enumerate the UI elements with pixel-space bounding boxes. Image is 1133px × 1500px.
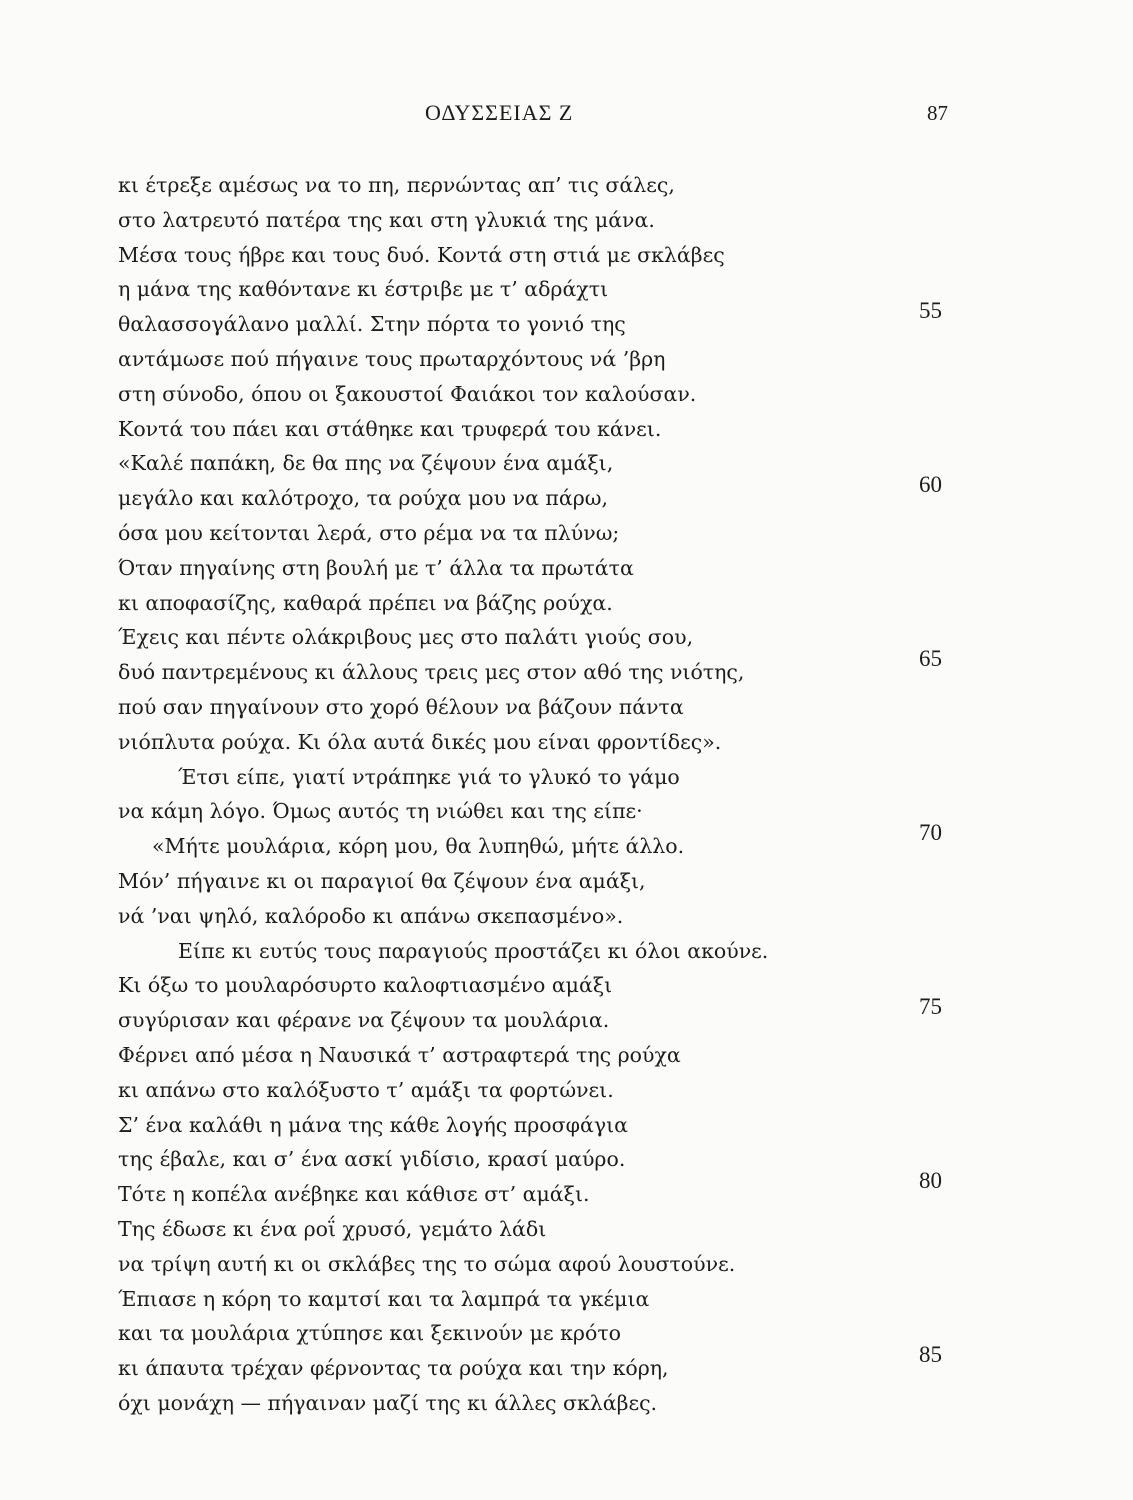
verse-text: να κάμη λόγο. Όμως αυτός τη νιώθει και της είπε·	[118, 799, 643, 824]
verse-text: Έτσι είπε, γιατί ντράπηκε γιά το γλυκό το γάμο	[178, 764, 680, 789]
verse-line	[118, 620, 1018, 655]
verse-text: «Μήτε μουλάρια, κόρη μου, θα λυπηθώ, μήτε άλλο.	[152, 834, 685, 859]
verse-text: κι έτρεξε αμέσως να το πη, περνώντας απ’ τις σάλες,	[118, 173, 675, 197]
verse-text: Τότε η κοπέλα ανέβηκε και κάθισε στ’ αμάξι.	[118, 1182, 590, 1207]
verse-line	[118, 168, 1018, 203]
verse-text: Μόν’ πήγαινε κι οι παραγιοί θα ζέψουν ένα αμάξι,	[118, 868, 646, 893]
verse-line	[118, 272, 1018, 307]
verse-line	[118, 1073, 1018, 1108]
verse-text: κι απάνω στο καλόξυστο τ’ αμάξι τα φορτώνει.	[118, 1077, 614, 1102]
verse-line	[118, 899, 1018, 934]
verse-line	[118, 377, 1018, 412]
verse-line	[118, 516, 1018, 551]
verse-text: πού σαν πηγαίνουν στο χορό θέλουν να βάζουν πάντα	[118, 694, 684, 719]
verse-text: να τρίψη αυτή κι οι σκλάβες της το σώμα αφού λουστούνε.	[118, 1251, 736, 1276]
verse-text: κι αποφασίζης, καθαρά πρέπει να βάζης ρούχα.	[118, 590, 613, 615]
verse-text: δυό παντρεμένους κι άλλους τρεις μες στον αθό της νιότης,	[118, 660, 745, 685]
verse-text: θαλασσογάλανο μαλλί. Στην πόρτα το γονιό της	[118, 312, 626, 337]
chapter-title: ΟΔΥΣΣΕΙΑΣ Ζ	[425, 100, 574, 125]
verse-text: Είπε κι ευτύς τους παραγιούς προστάζει κι όλοι ακούνε.	[178, 938, 769, 963]
verse-line	[118, 690, 1018, 725]
verse-block	[118, 168, 1018, 1421]
line-number: 70	[919, 820, 942, 846]
verse-text: αντάμωσε πού πήγαινε τους πρωταρχόντους νά ’βρη	[118, 346, 666, 371]
verse-text: συγύρισαν και φέρανε να ζέψουν τα μουλάρια.	[118, 1008, 610, 1033]
verse-text: Φέρνει από μέσα η Ναυσικά τ’ αστραφτερά της ρούχα	[118, 1042, 681, 1067]
verse-line	[118, 994, 1018, 1038]
page-number: 87	[927, 101, 948, 125]
verse-line	[118, 760, 1018, 795]
verse-text: όχι μονάχη — πήγαιναν μαζί της κι άλλες σκλάβες.	[118, 1390, 658, 1415]
verse-line	[118, 298, 1018, 342]
line-number: 65	[919, 646, 942, 672]
line-number: 60	[919, 472, 942, 498]
verse-line	[118, 968, 1018, 1003]
verse-line	[118, 446, 1018, 481]
verse-text: Έχεις και πέντε ολάκριβους μες στο παλάτι γιούς σου,	[118, 625, 694, 650]
verse-line	[118, 1282, 1018, 1317]
verse-line	[118, 1212, 1018, 1247]
verse-line	[118, 238, 1018, 273]
verse-line	[118, 203, 1018, 238]
verse-line	[118, 1038, 1018, 1073]
verse-text: και τα μουλάρια χτύπησε και ξεκινούν με κρότο	[118, 1321, 622, 1346]
verse-text: νιόπλυτα ρούχα. Κι όλα αυτά δικές μου είναι φροντίδες».	[118, 729, 722, 754]
verse-line	[118, 646, 1018, 690]
verse-line	[118, 472, 1018, 516]
verse-line	[118, 551, 1018, 586]
verse-line	[118, 864, 1018, 899]
verse-text: όσα μου κείτονται λερά, στο ρέμα να τα πλύνω;	[118, 520, 620, 545]
verse-text: Έπιασε η κόρη το καμτσί και τα λαμπρά τα γκέμια	[118, 1286, 650, 1311]
verse-line	[118, 1316, 1018, 1351]
line-number: 75	[919, 994, 942, 1020]
verse-text: Σ’ ένα καλάθι η μάνα της κάθε λογής προσφάγια	[118, 1112, 628, 1137]
verse-text: Κοντά του πάει και στάθηκε και τρυφερά του κάνει.	[118, 416, 662, 441]
verse-line	[118, 1342, 1018, 1386]
verse-line	[118, 412, 1018, 447]
running-head	[0, 98, 1133, 128]
verse-line	[118, 342, 1018, 377]
line-number: 55	[919, 298, 942, 324]
verse-text: Κι όξω το μουλαρόσυρτο καλοφτιασμένο αμάξι	[118, 973, 613, 998]
verse-line	[118, 1108, 1018, 1143]
verse-text: μεγάλο και καλότροχο, τα ρούχα μου να πάρω,	[118, 486, 609, 511]
verse-line	[118, 794, 1018, 829]
verse-text: Της έδωσε κι ένα ροΐ χρυσό, γεμάτο λάδι	[118, 1216, 547, 1241]
verse-line	[118, 725, 1018, 760]
verse-text: της έβαλε, και σ’ ένα ασκί γιδίσιο, κρασί μαύρο.	[118, 1147, 626, 1172]
verse-text: Μέσα τους ήβρε και τους δυό. Κοντά στη στιά με σκλάβες	[118, 242, 725, 267]
verse-text: «Καλέ παπάκη, δε θα πης να ζέψουν ένα αμάξι,	[118, 451, 614, 476]
verse-line	[118, 1247, 1018, 1282]
line-number: 85	[919, 1342, 942, 1368]
verse-text: στη σύνοδο, όπου οι ξακουστοί Φαιάκοι τον καλούσαν.	[118, 381, 697, 406]
verse-text: η μάνα της καθόντανε κι έστριβε με τ’ αδράχτι	[118, 277, 609, 302]
verse-line	[118, 586, 1018, 621]
verse-line	[118, 934, 1018, 969]
verse-text: στο λατρευτό πατέρα της και στη γλυκιά της μάνα.	[118, 207, 655, 232]
verse-text: κι άπαυτα τρέχαν φέρνοντας τα ρούχα και την κόρη,	[118, 1356, 669, 1381]
verse-line	[118, 820, 1018, 864]
verse-text: Όταν πηγαίνης στη βουλή με τ’ άλλα τα πρωτάτα	[118, 555, 634, 580]
verse-text: νά ’ναι ψηλό, καλόροδο κι απάνω σκεπασμένο».	[118, 903, 624, 928]
verse-line	[118, 1386, 1018, 1421]
verse-line	[118, 1168, 1018, 1212]
verse-line	[118, 1142, 1018, 1177]
line-number: 80	[919, 1168, 942, 1194]
